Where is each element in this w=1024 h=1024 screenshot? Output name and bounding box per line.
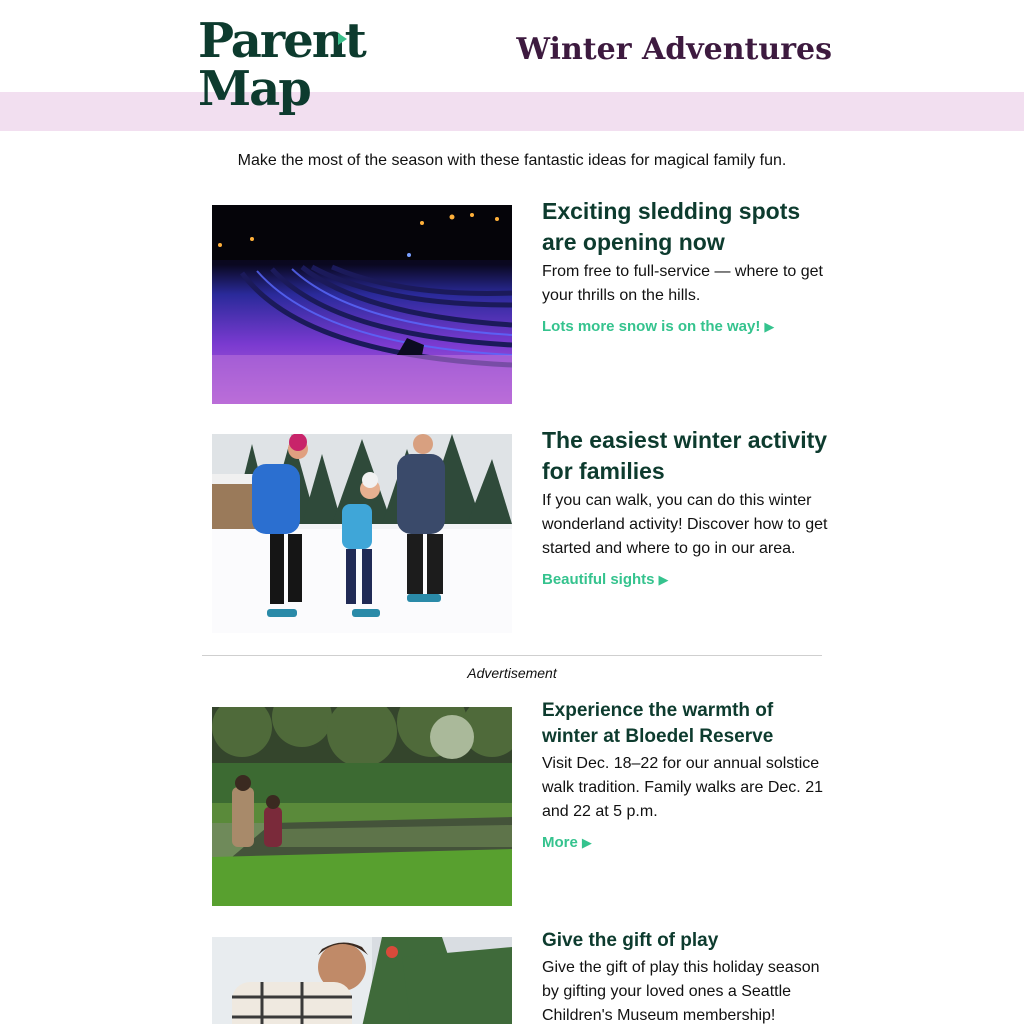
holiday-play-image[interactable] [212,937,512,1024]
play-arrow-icon: ▶ [581,835,592,850]
ad-body: Give the gift of play this holiday season by gifting your loved ones a Seattle Children's Museum membership! [542,959,820,1024]
sledding-hill-night-image[interactable] [212,205,512,404]
ad-text [542,928,824,1024]
snowshoeing-family-image[interactable] [212,434,512,633]
article-body: From free to full-service — where to get your thrills on the hills. [542,263,823,304]
ad-cta-link[interactable] [542,834,592,851]
article-cta-link[interactable] [542,571,669,588]
ad-body: Visit Dec. 18–22 for our annual solstice walk tradition. Family walks are Dec. 21 and 22 at 5 p.m. [542,755,823,820]
intro-text: Make the most of the season with these fantastic ideas for magical family fun. [237,152,787,169]
ad-title[interactable]: Experience the warmth of winter at Bloedel Reserve [542,700,774,747]
cta-label: Lots more snow is on the way! [542,318,761,335]
reflection-pool-garden-image[interactable] [212,707,512,906]
article-title[interactable]: Exciting sledding spots are opening now [542,198,801,255]
ad-text [542,698,832,852]
advertisement-label: Advertisement [467,665,557,681]
ad-title[interactable]: Give the gift of play [542,930,719,951]
article-cta-link[interactable] [542,318,774,335]
logo-text-map: Map [198,61,310,117]
section-divider [202,655,822,656]
article-body: If you can walk, you can do this winter wonderland activity! Discover how to get started and where to go in our area. [542,492,828,557]
logo-triangle-icon [338,33,347,45]
article-title[interactable]: The easiest winter activity for families [542,427,828,484]
newsletter-title: Winter Adventures [516,32,832,67]
parentmap-logo[interactable] [198,13,365,124]
header-band [0,92,1024,131]
cta-label: More [542,834,578,851]
play-arrow-icon: ▶ [764,319,775,334]
play-arrow-icon: ▶ [658,572,669,587]
article-text [542,425,832,589]
logo-text-parent: Parent [198,13,365,69]
article-text [542,196,832,336]
ad-card-childrens-museum [212,928,824,1024]
cta-label: Beautiful sights [542,571,655,588]
